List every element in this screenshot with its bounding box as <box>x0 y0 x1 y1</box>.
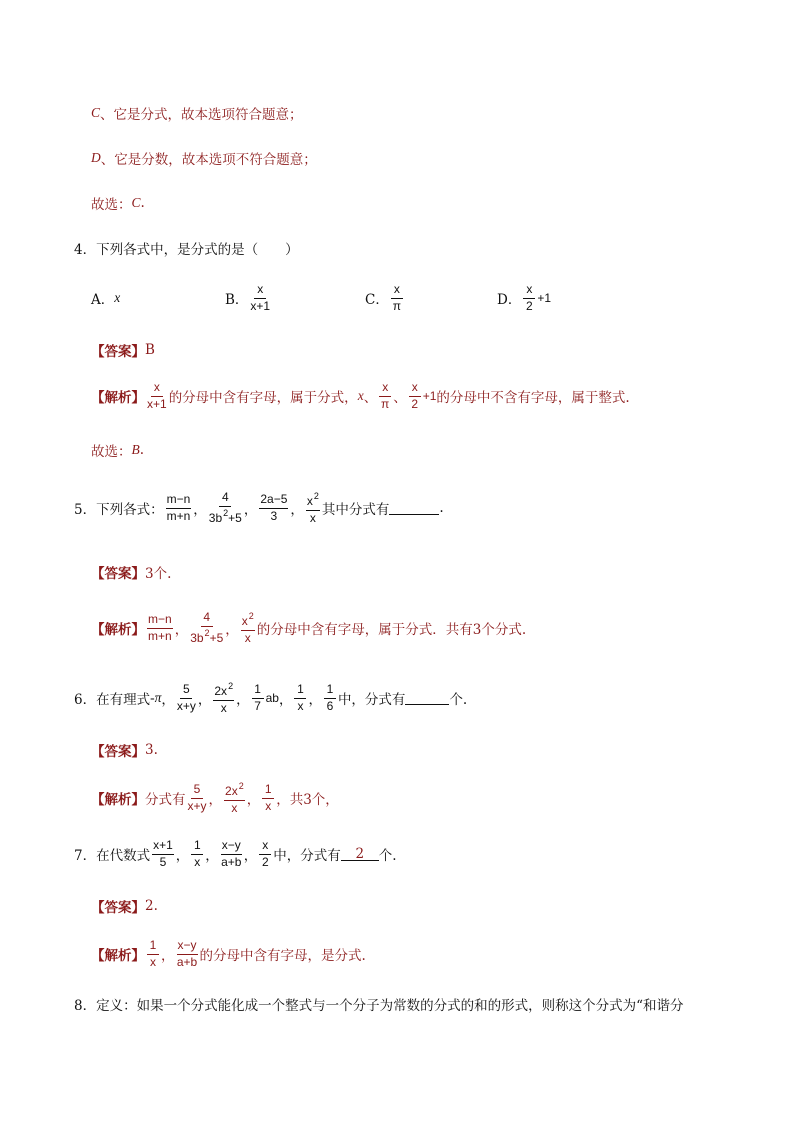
answer-value: 2. <box>145 898 158 914</box>
denominator: 2 <box>261 854 269 869</box>
question-7-end: 个. <box>378 848 397 864</box>
numerator: 1 <box>294 683 306 699</box>
num-base: x <box>306 493 313 508</box>
question-4-stem <box>74 238 299 258</box>
denominator: a+b <box>176 954 198 969</box>
analysis-text: 的分母中含有字母，属于分式， <box>168 390 358 406</box>
exponent: 2 <box>228 680 234 691</box>
option-a-value: x <box>114 290 121 305</box>
fraction <box>252 683 264 714</box>
analysis-prefix: 分式有 <box>145 792 186 808</box>
fraction <box>177 939 198 970</box>
denominator: x <box>297 698 304 713</box>
question-4-text: 4．下列各式中，是分式的是（ ） <box>74 242 299 258</box>
choice-prefix: 故选： <box>91 197 132 213</box>
numerator: 1 <box>147 939 159 955</box>
answer-tag: 【答案】 <box>91 344 145 360</box>
exponent: 2 <box>238 780 244 791</box>
fraction <box>188 783 207 814</box>
answer-tag: 【答案】 <box>91 566 145 582</box>
fraction <box>259 493 288 524</box>
numerator: x <box>379 381 391 397</box>
question-8-stem <box>74 994 684 1014</box>
numerator: 1 <box>262 783 274 799</box>
analysis-text: 的分母中不含有字母，属于整式. <box>436 390 630 406</box>
choice-suffix: . <box>140 195 145 211</box>
den-base: 3b <box>190 630 204 645</box>
fraction <box>294 683 306 714</box>
fraction <box>147 939 159 970</box>
numerator: 5 <box>180 683 192 699</box>
analysis-tag: 【解析】 <box>91 622 145 638</box>
num-base: 2x <box>214 683 228 698</box>
option-c-fraction <box>391 283 403 314</box>
fraction <box>379 381 391 412</box>
separator: 、 <box>363 390 378 406</box>
denominator: x <box>150 954 156 969</box>
question-5-end: . <box>439 500 444 516</box>
question-7-suffix: 中，分式有 <box>273 848 341 864</box>
numerator: 1 <box>191 839 203 855</box>
denominator: x+y <box>176 698 196 713</box>
exponent: 2 <box>204 627 210 638</box>
numerator <box>224 781 245 801</box>
fraction <box>324 683 336 714</box>
answer-value: 3. <box>145 742 158 758</box>
fraction <box>221 839 242 870</box>
question-8-text: 8．定义：如果一个分式能化成一个整式与一个分子为常数的分式的和的形式，则称这个分式为“和谐分 <box>74 998 684 1014</box>
analysis-text: 的分母中含有字母，属于分式．共有3个分式. <box>256 622 527 638</box>
exponent: 2 <box>313 490 319 501</box>
numerator <box>241 611 255 631</box>
denominator <box>209 507 242 526</box>
option-b-label: B． <box>225 292 249 308</box>
tail: ab <box>265 691 279 705</box>
exponent: 2 <box>223 507 229 518</box>
fraction <box>213 681 234 716</box>
analysis-suffix: ，共3个， <box>276 792 339 808</box>
answer-value: B <box>145 342 155 358</box>
denominator: 3 <box>270 508 278 523</box>
option-c-text: 、它是分式，故本选项符合题意； <box>100 107 303 123</box>
choice-prefix: 故选： <box>91 444 132 460</box>
option-c <box>365 280 405 316</box>
option-b-fraction <box>250 283 270 314</box>
denominator: x <box>220 700 227 715</box>
answer-blank[interactable] <box>341 845 379 862</box>
neg-pi: -π <box>150 690 162 705</box>
numerator: 1 <box>324 683 336 699</box>
question-5-stem: 5．下列各式： $\frac{m-n}{m+n}$ ， $\frac{4}{3b^2+5}$ ， $\frac{2a-5}{3}$ ， $\frac{x^2}{x}$ 其中分式有 . <box>74 489 444 525</box>
option-d-explanation <box>91 148 317 168</box>
fraction <box>152 839 174 870</box>
numerator: x <box>409 381 421 397</box>
fraction <box>147 613 173 644</box>
denominator: 2 <box>525 298 533 313</box>
denominator: x+y <box>187 798 207 813</box>
question-4-answer <box>91 340 155 360</box>
fraction <box>191 839 203 870</box>
numerator: x <box>259 839 271 855</box>
numerator: x <box>523 283 535 299</box>
analysis-text: 的分母中含有字母，是分式. <box>199 948 366 964</box>
numerator: 2a−5 <box>259 493 288 509</box>
letter-c: C <box>91 105 101 120</box>
fraction <box>259 839 271 870</box>
numerator: x−y <box>177 939 198 955</box>
choice-result-2 <box>91 440 144 460</box>
analysis-tag: 【解析】 <box>91 390 145 406</box>
fraction <box>241 611 255 646</box>
fraction <box>409 381 421 412</box>
num-base: 2x <box>225 783 238 798</box>
option-d <box>497 280 551 316</box>
separator: 、 <box>393 390 407 406</box>
denominator: π <box>392 298 401 313</box>
analysis-tag: 【解析】 <box>91 948 145 964</box>
question-5-suffix: 其中分式有 <box>321 502 390 518</box>
den-base: 3b <box>208 510 223 525</box>
denominator: x <box>194 854 201 869</box>
option-a-label: A． <box>91 292 115 308</box>
fraction <box>306 491 320 526</box>
answer-value: 3个. <box>145 566 172 582</box>
answer-tag: 【答案】 <box>91 900 145 916</box>
numerator: 5 <box>191 783 203 799</box>
question-7-answer <box>91 896 158 916</box>
denominator: 6 <box>326 698 334 713</box>
denominator: m+n <box>166 508 191 523</box>
numerator: 4 <box>219 491 231 507</box>
choice-result-1 <box>91 193 145 213</box>
tail: +1 <box>422 389 437 403</box>
question-4-options <box>91 280 120 316</box>
numerator: 4 <box>201 611 213 627</box>
option-c-explanation <box>91 103 303 123</box>
denominator: x <box>309 510 316 525</box>
denominator: x <box>231 800 238 815</box>
numerator <box>213 681 234 701</box>
num-base: x <box>241 613 248 628</box>
question-6-prefix: 6．在有理式 <box>74 692 151 708</box>
choice-letter: B <box>131 442 140 457</box>
numerator: x+1 <box>152 839 174 855</box>
question-7-stem: 7．在代数式 $\frac{x+1}{5}$ ， $\frac{1}{x}$ ， $\frac{x-y}{a+b}$ ， $\frac{x}{2}$ 中，分式有 2 个. <box>74 837 397 869</box>
denominator: x <box>244 630 251 645</box>
question-6-answer <box>91 740 158 760</box>
blank-value: 2 <box>355 845 365 862</box>
choice-suffix: . <box>139 442 145 458</box>
numerator: 1 <box>252 683 264 699</box>
answer-blank[interactable] <box>405 692 449 705</box>
question-6-stem: 6．在有理式 -π ， $\frac{5}{x+y}$ ， $\frac{2x^2}{x}$ ， $\frac{1}{7}$ ab ， $\frac{1}{x}$ ， $\frac{1}{6}$ 中，分式有 个. <box>74 680 468 715</box>
denominator: x+1 <box>147 396 167 411</box>
numerator: m−n <box>166 493 192 509</box>
numerator <box>306 491 320 511</box>
analysis-tag: 【解析】 <box>91 792 145 808</box>
denominator: 5 <box>159 854 167 869</box>
option-d-label: D． <box>497 292 522 308</box>
option-d-text: 、它是分数，故本选项不符合题意； <box>100 152 317 168</box>
numerator: x <box>151 381 163 397</box>
answer-blank[interactable] <box>389 502 439 515</box>
letter-d: D <box>91 150 101 165</box>
question-7-prefix: 7．在代数式 <box>74 848 151 864</box>
denominator: x+1 <box>250 298 271 313</box>
denominator: 2 <box>411 396 419 411</box>
den-tail: +5 <box>228 510 242 525</box>
numerator: x−y <box>221 839 242 855</box>
denominator: 7 <box>254 698 261 713</box>
option-d-tail: +1 <box>537 291 552 305</box>
denominator: π <box>381 396 390 411</box>
question-5-answer <box>91 562 171 582</box>
fraction <box>224 781 245 816</box>
fraction <box>177 683 196 714</box>
numerator: x <box>391 283 403 299</box>
option-d-fraction <box>523 283 535 314</box>
den-tail: +5 <box>209 630 224 645</box>
exponent: 2 <box>248 610 254 621</box>
fraction <box>209 491 242 526</box>
denominator <box>190 627 223 646</box>
option-c-label: C． <box>365 292 389 308</box>
question-5-prefix: 5．下列各式： <box>74 502 164 518</box>
answer-tag: 【答案】 <box>91 744 145 760</box>
fraction <box>262 783 274 814</box>
numerator: m−n <box>147 613 173 629</box>
option-b <box>225 280 272 316</box>
question-4-analysis <box>91 378 630 414</box>
denominator: x <box>265 798 272 813</box>
fraction <box>190 611 223 646</box>
question-6-analysis: 【解析】 分式有 $\frac{5}{x+y}$ ， $\frac{2x^2}{x}$ ， $\frac{1}{x}$ ，共3个， <box>91 780 339 815</box>
question-6-end: 个. <box>449 692 468 708</box>
fraction <box>166 493 192 524</box>
denominator: m+n <box>148 628 172 643</box>
choice-letter: C <box>131 195 141 210</box>
numerator: x <box>254 283 266 299</box>
question-6-suffix: 中，分式有 <box>337 692 406 708</box>
fraction <box>147 381 167 412</box>
question-5-analysis: 【解析】 $\frac{m-n}{m+n}$ ， $\frac{4}{3b^2+5}$ ， $\frac{x^2}{x}$ 的分母中含有字母，属于分式．共有3个分式. <box>91 609 527 645</box>
question-7-analysis: 【解析】 $\frac{1}{x}$ ， $\frac{x-y}{a+b}$ 的分母中含有字母，是分式. <box>91 937 366 969</box>
denominator: a+b <box>221 854 242 869</box>
variable-x: x <box>357 388 364 403</box>
